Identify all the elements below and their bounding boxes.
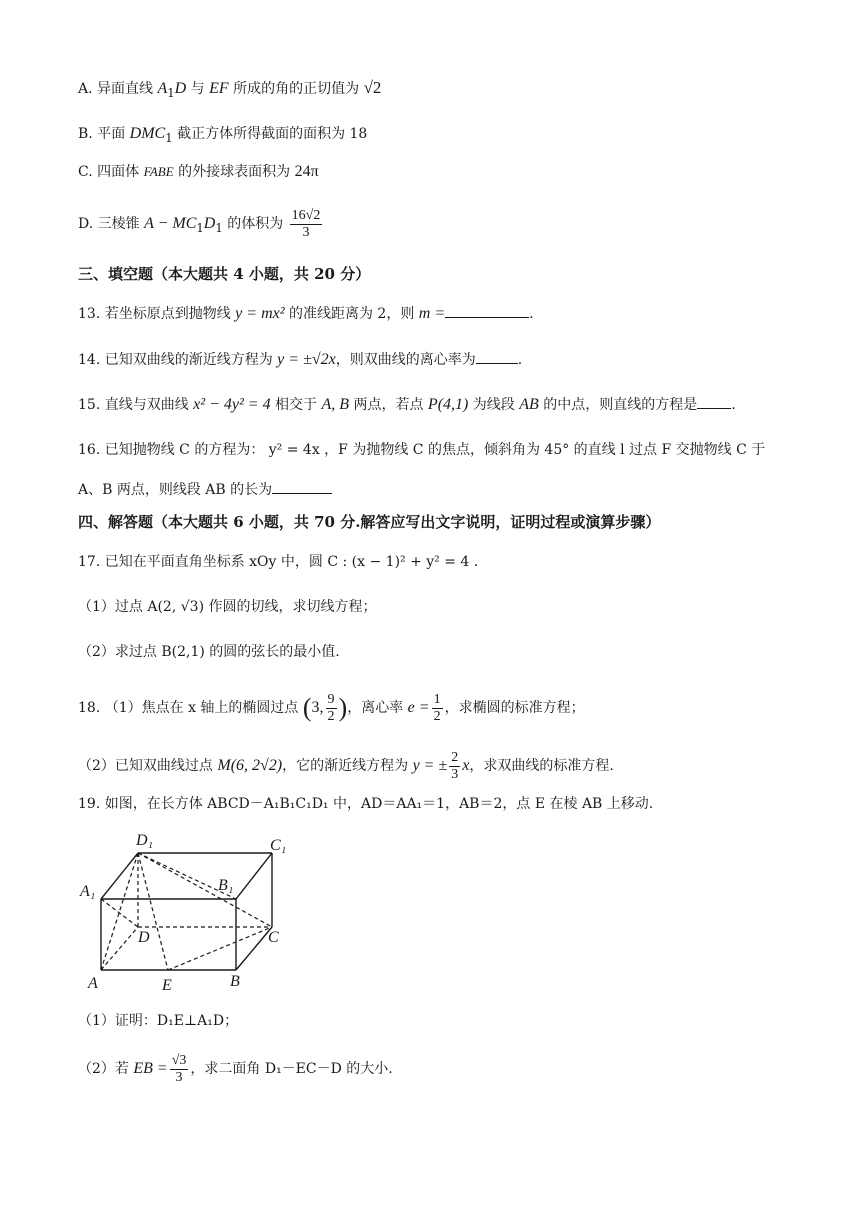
option-d-fraction	[290, 208, 323, 241]
q18-p2-num: 2	[451, 749, 459, 765]
q18-p2-expr: y = ±	[412, 757, 448, 774]
option-a-value: √2	[363, 78, 382, 97]
q13-blank[interactable]	[445, 303, 529, 318]
q13-var: m =	[418, 305, 446, 322]
cuboid-figure	[78, 828, 308, 993]
q14-expr: y = ±√2x	[277, 351, 336, 368]
q18-e: e =	[407, 699, 430, 716]
option-a-ef: EF	[209, 80, 229, 97]
option-c-post: 的外接球表面积为	[173, 164, 295, 180]
label-b: B	[230, 973, 240, 990]
option-a-var2: D	[174, 80, 187, 97]
q18-post: ，求椭圆的标准方程；	[444, 700, 585, 716]
q19-p2-den: 3	[175, 1069, 183, 1085]
option-d	[78, 202, 324, 250]
q15-expr: x² − 4y² = 4	[193, 396, 271, 413]
q15-segment: AB	[519, 396, 539, 413]
q14-mid: ，则双曲线的离心率为	[335, 352, 476, 368]
q15-end: .	[731, 397, 736, 413]
q15-mid2: 两点，若点	[349, 397, 428, 413]
q18-point-fraction	[326, 692, 337, 725]
q18-paren-left: (	[302, 693, 312, 722]
option-a-text: A. 异面直线	[78, 81, 158, 97]
q14-pre: 14. 已知双曲线的渐近线方程为	[78, 352, 278, 368]
label-a: A	[88, 975, 98, 992]
q18-point-x: 3,	[311, 699, 324, 716]
question-15	[78, 394, 736, 415]
q16-line2-text: A、B 两点，则线段 AB 的长为	[78, 482, 273, 498]
question-19-part1: （1）证明：D₁E⊥A₁D；	[78, 1013, 239, 1029]
q13-post: .	[529, 306, 534, 322]
option-d-var: D	[203, 215, 216, 232]
q15-mid1: 相交于	[270, 397, 322, 413]
q19-p2-fraction	[170, 1053, 189, 1086]
q18-point-den: 2	[327, 708, 335, 724]
q18-mid: ，离心率	[347, 700, 408, 716]
q16-blank[interactable]	[272, 479, 332, 494]
question-17-part1: （1）过点 A(2, √3) 作圆的切线，求切线方程；	[78, 599, 377, 615]
q18-p2-x: x	[462, 757, 470, 774]
question-16-line1: 16. 已知抛物线 C 的方程为： y² = 4x ，F 为抛物线 C 的焦点，倾斜角为 45° 的直线 l 过点 F 交抛物线 C 于	[78, 442, 766, 458]
question-18-part1	[78, 686, 585, 730]
q13-pre: 13. 若坐标原点到抛物线	[78, 306, 236, 322]
option-b-plane: DMC	[129, 125, 166, 142]
option-d-den: 3	[302, 224, 310, 240]
q15-blank[interactable]	[697, 394, 731, 409]
q15-post: 的中点，则直线的方程是	[538, 397, 698, 413]
option-b-text: B. 平面	[78, 126, 130, 142]
q14-blank[interactable]	[476, 349, 518, 364]
q18-e-fraction	[432, 692, 443, 725]
option-a-and: 与	[186, 81, 210, 97]
option-a-var: A	[157, 80, 168, 97]
question-16-line2	[78, 479, 332, 500]
question-14	[78, 349, 522, 370]
q13-mid: 的准线距离为 2，则	[284, 306, 419, 322]
option-c	[78, 162, 319, 182]
q18-pre: 18. （1）焦点在 x 轴上的椭圆过点	[78, 700, 303, 716]
q18-p2-fraction	[449, 750, 460, 783]
q18-e-num: 1	[433, 691, 441, 707]
q19-p2-post: ，求二面角 D₁－EC－D 的大小.	[190, 1061, 393, 1077]
option-d-text: D. 三棱锥	[78, 216, 145, 232]
option-d-pyramid: A − MC	[144, 215, 197, 232]
option-d-post: 的体积为	[222, 216, 288, 232]
option-a	[78, 78, 381, 103]
label-c: C	[268, 929, 279, 946]
label-d1: D₁	[136, 832, 154, 849]
q18-p2-post: ，求双曲线的标准方程.	[469, 758, 614, 774]
q18-p2-mid: ，它的渐近线方程为	[282, 758, 413, 774]
q18-point-num: 9	[327, 691, 335, 707]
label-d: D	[138, 929, 150, 946]
option-c-value: 24π	[294, 163, 319, 180]
option-c-text: C. 四面体	[78, 164, 144, 180]
q18-p2-point: M(6, 2√2)	[217, 757, 283, 774]
question-17-stem: 17. 已知在平面直角坐标系 xOy 中，圆 C : (x − 1)² + y² = 4 .	[78, 554, 479, 570]
question-18-part2	[78, 744, 614, 788]
option-d-num: 16√2	[291, 207, 321, 223]
q15-pre: 15. 直线与双曲线	[78, 397, 194, 413]
label-c1: C₁	[270, 837, 287, 854]
section-3-title: 三、填空题（本大题共 4 小题，共 20 分）	[78, 265, 371, 283]
q19-p2-pre: （2）若	[78, 1061, 134, 1077]
option-b	[78, 124, 367, 148]
option-a-sub: 1	[167, 85, 175, 100]
q15-points: A, B	[321, 396, 350, 413]
q15-point-p: P(4,1)	[427, 396, 469, 413]
q19-p2-num: √3	[171, 1052, 187, 1068]
q18-p2-pre: （2）已知双曲线过点	[78, 758, 218, 774]
q13-expr: y = mx²	[235, 305, 285, 322]
option-b-sub: 1	[165, 130, 173, 145]
q18-p2-den: 3	[451, 766, 459, 782]
option-a-post: 所成的角的正切值为	[228, 81, 364, 97]
option-c-tetra: FABE	[143, 164, 174, 179]
question-13	[78, 303, 534, 324]
q15-mid3: 为线段	[468, 397, 520, 413]
q14-post: .	[517, 352, 523, 368]
q18-paren-right: )	[338, 693, 348, 722]
q19-p2-eb: EB =	[133, 1060, 168, 1077]
question-19-part2	[78, 1047, 393, 1091]
option-d-sub1: 1	[196, 220, 204, 235]
question-19-stem: 19. 如图，在长方体 ABCD－A₁B₁C₁D₁ 中，AD＝AA₁＝1，AB＝2，点 E 在棱 AB 上移动.	[78, 796, 654, 812]
label-a1: A₁	[80, 883, 96, 900]
question-17-part2: （2）求过点 B(2,1) 的圆的弦长的最小值.	[78, 644, 340, 660]
section-4-title: 四、解答题（本大题共 6 小题，共 70 分.解答应写出文字说明，证明过程或演算步骤）	[78, 513, 661, 531]
option-b-post: 截正方体所得截面的面积为 18	[172, 126, 368, 142]
q18-e-den: 2	[433, 708, 441, 724]
label-e: E	[162, 977, 172, 993]
label-b1: B₁	[218, 877, 234, 894]
option-d-sub2: 1	[215, 220, 223, 235]
